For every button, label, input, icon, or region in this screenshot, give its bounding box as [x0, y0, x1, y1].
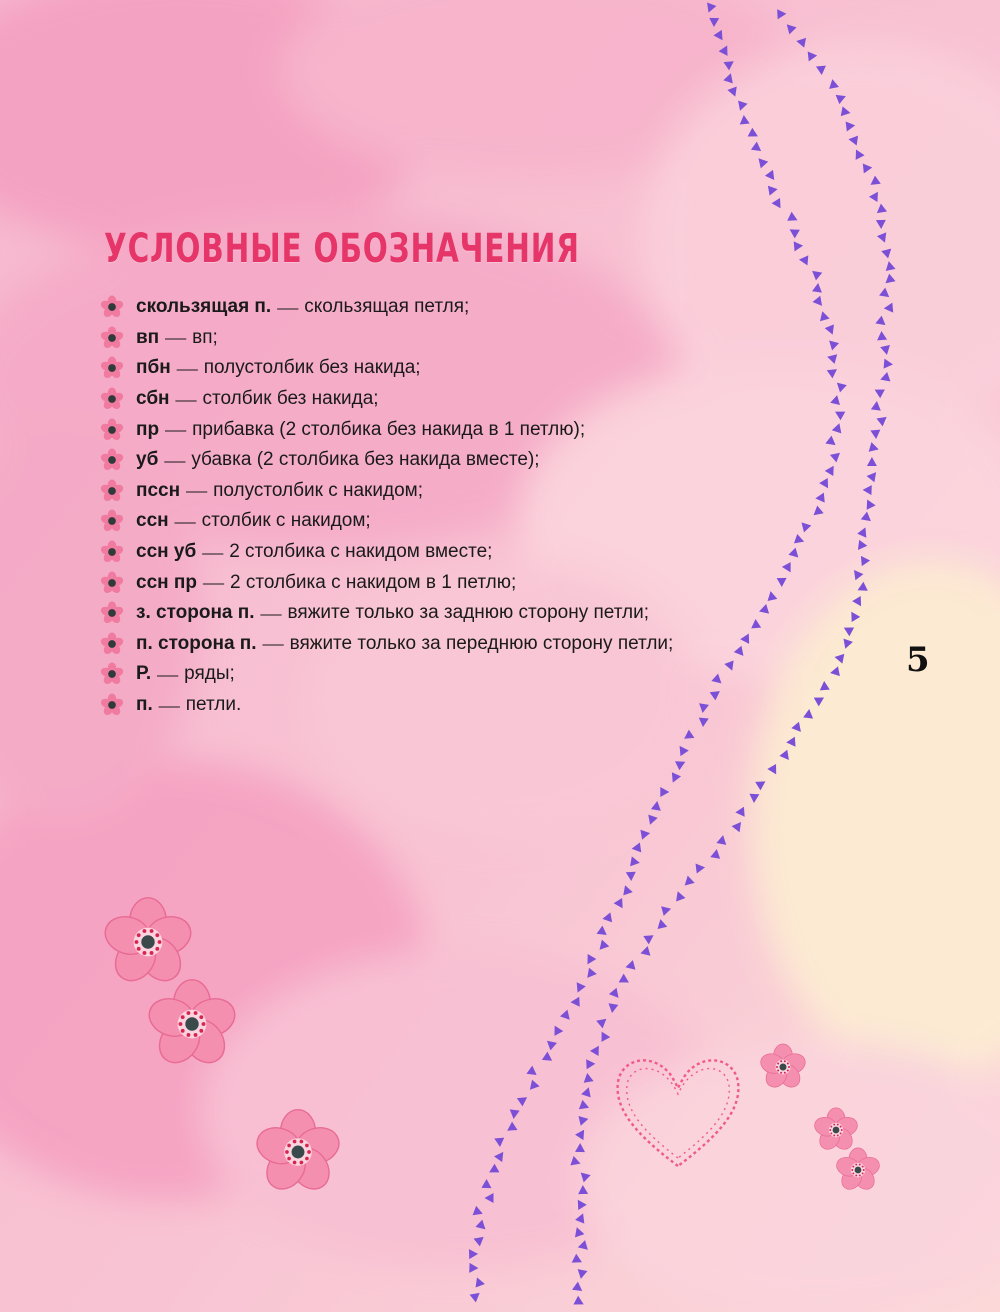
legend-description: вяжите только за переднюю сторону петли;	[289, 632, 674, 654]
heart-outline-icon	[608, 1044, 748, 1174]
pink-flower-icon	[144, 976, 240, 1072]
pink-flower-bullet-icon	[100, 571, 124, 595]
legend-separator: —	[202, 539, 224, 564]
legend-abbreviation: п. сторона п.	[136, 632, 257, 654]
pink-flower-bullet-icon	[100, 601, 124, 625]
legend-description: столбик без накида;	[202, 388, 379, 410]
pink-flower-bullet-icon	[100, 509, 124, 533]
legend-description: скользящая петля;	[304, 296, 470, 318]
legend-description: убавка (2 столбика без накида вместе);	[191, 449, 540, 471]
pink-flower-bullet-icon	[100, 326, 124, 350]
legend-separator: —	[202, 570, 224, 595]
legend-abbreviation: ссн	[136, 510, 169, 532]
legend-description: вяжите только за заднюю сторону петли;	[287, 602, 649, 624]
legend-abbreviation: з. сторона п.	[136, 602, 255, 624]
legend-description: столбик с накидом;	[201, 510, 371, 532]
legend-item	[100, 598, 673, 629]
pink-flower-bullet-icon	[100, 662, 124, 686]
legend-item	[100, 537, 673, 568]
pink-flower-bullet-icon	[100, 387, 124, 411]
legend-separator: —	[175, 386, 197, 411]
legend-description: полустолбик с накидом;	[213, 479, 423, 501]
legend-item	[100, 629, 673, 660]
legend-separator: —	[176, 355, 198, 380]
legend-separator: —	[186, 478, 208, 503]
legend-list	[100, 292, 673, 720]
legend-description: прибавка (2 столбика без накида в 1 петлю);	[192, 418, 586, 440]
legend-item	[100, 353, 673, 384]
legend-item	[100, 414, 673, 445]
pink-flower-bullet-icon	[100, 479, 124, 503]
legend-abbreviation: пссн	[136, 479, 181, 501]
legend-abbreviation: пр	[136, 418, 160, 440]
legend-description: полустолбик без накида;	[203, 357, 421, 379]
pink-flower-bullet-icon	[100, 295, 124, 319]
legend-separator: —	[260, 600, 282, 625]
legend-separator: —	[158, 692, 180, 717]
legend-description: петли.	[185, 694, 242, 716]
legend-item	[100, 323, 673, 354]
legend-item	[100, 567, 673, 598]
legend-description: 2 столбика с накидом в 1 петлю;	[229, 571, 517, 593]
legend-abbreviation: ссн уб	[136, 541, 197, 563]
legend-description: ряды;	[184, 663, 235, 685]
legend-item	[100, 292, 673, 323]
legend-separator: —	[164, 447, 186, 472]
legend-abbreviation: скользящая п.	[136, 296, 272, 318]
pink-flower-bullet-icon	[100, 632, 124, 656]
legend-abbreviation: уб	[136, 449, 159, 471]
legend-item	[100, 690, 673, 721]
legend-abbreviation: сбн	[136, 388, 170, 410]
legend-abbreviation: пбн	[136, 357, 171, 379]
legend-separator: —	[165, 325, 187, 350]
pink-flower-bullet-icon	[100, 540, 124, 564]
legend-item	[100, 384, 673, 415]
legend-abbreviation: п.	[136, 694, 153, 716]
pink-flower-bullet-icon	[100, 693, 124, 717]
legend-abbreviation: вп	[136, 326, 160, 348]
pink-flower-bullet-icon	[100, 418, 124, 442]
legend-separator: —	[262, 631, 284, 656]
page-title: УСЛОВНЫЕ ОБОЗНАЧЕНИЯ	[104, 226, 580, 272]
pink-flower-icon	[834, 1146, 882, 1194]
legend-separator: —	[174, 508, 196, 533]
legend-separator: —	[165, 417, 187, 442]
pink-flower-bullet-icon	[100, 448, 124, 472]
legend-description: вп;	[192, 326, 218, 348]
pink-flower-icon	[252, 1106, 344, 1198]
legend-item	[100, 659, 673, 690]
legend-item	[100, 445, 673, 476]
legend-abbreviation: ссн пр	[136, 571, 197, 593]
legend-separator: —	[157, 661, 179, 686]
legend-description: 2 столбика с накидом вместе;	[229, 541, 493, 563]
legend-item	[100, 476, 673, 507]
legend-abbreviation: Р.	[136, 663, 152, 685]
pink-flower-icon	[758, 1042, 808, 1092]
pink-flower-bullet-icon	[100, 356, 124, 380]
legend-separator: —	[277, 294, 299, 319]
page-number: 5	[906, 640, 930, 680]
legend-item	[100, 506, 673, 537]
